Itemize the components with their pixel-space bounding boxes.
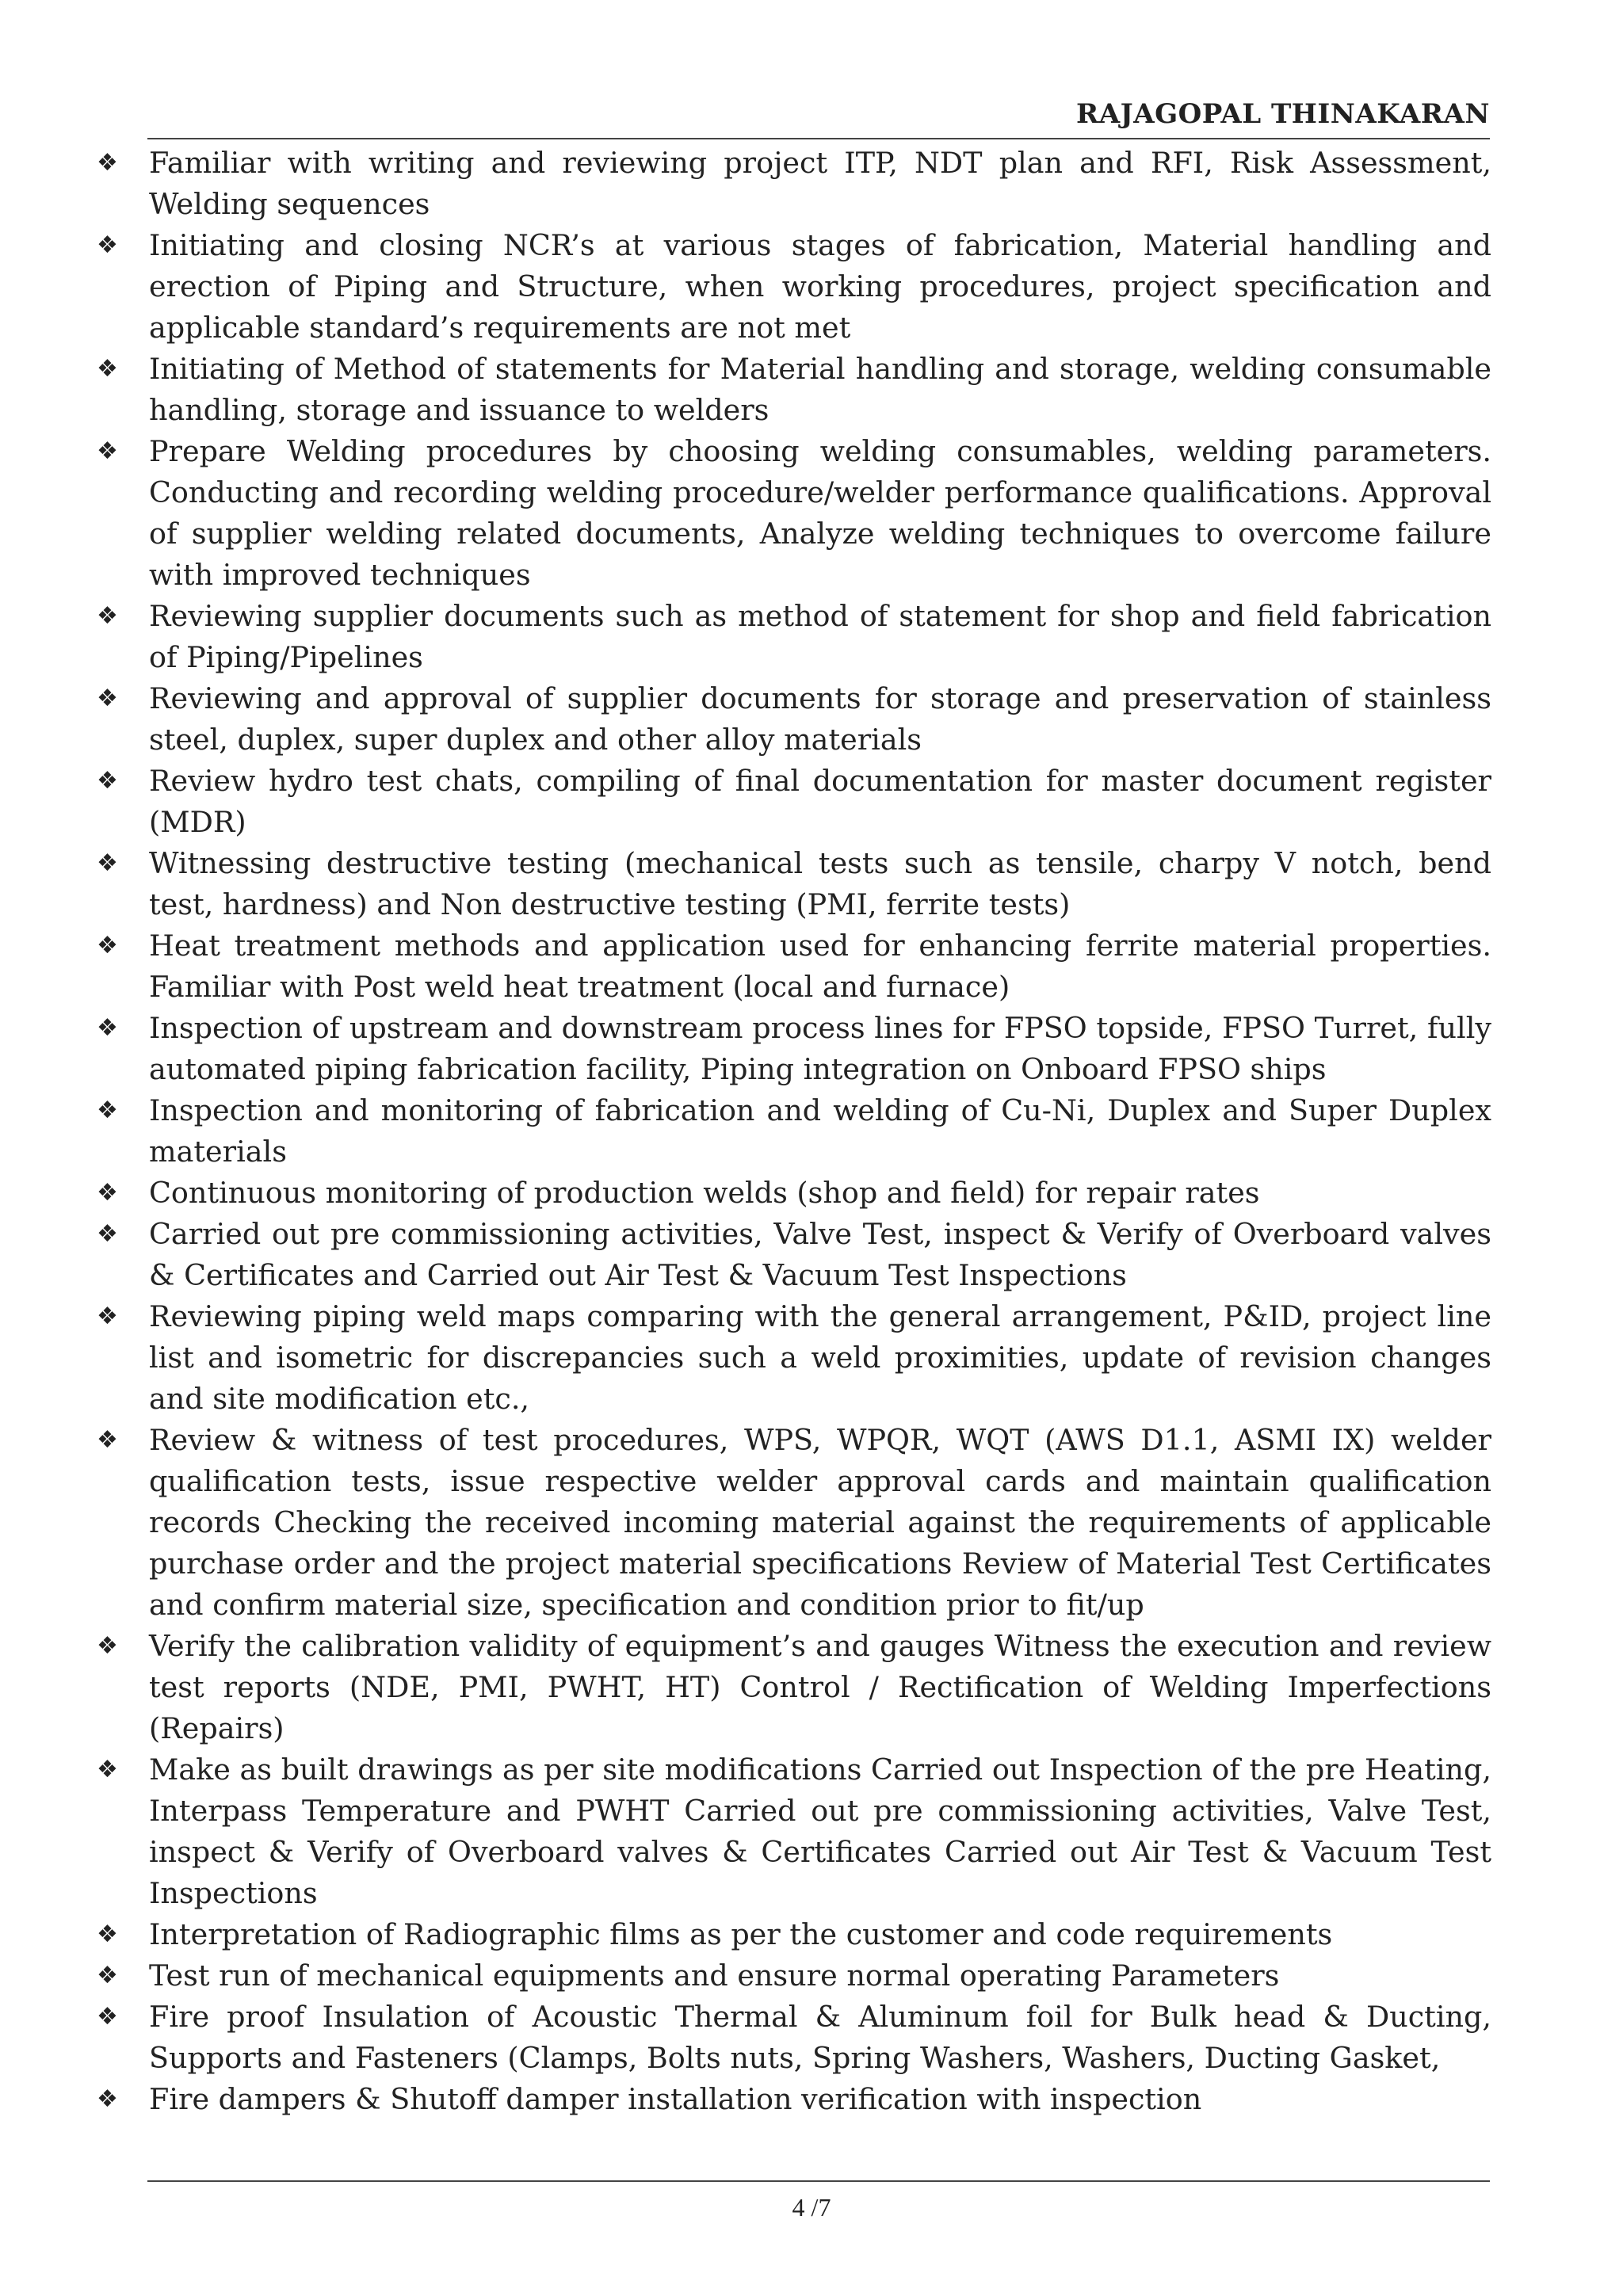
diamond-bullet-icon: ❖ bbox=[97, 932, 118, 959]
list-item-text: Prepare Welding procedures by choosing welding consumables, welding parameters. Conducting and recording welding procedure/welder performance qualifications. Approval of supplier welding related documents, Analyze welding techniques to overcome failure with improved techniques bbox=[149, 434, 1491, 592]
list-item bbox=[97, 1955, 1491, 1997]
diamond-bullet-icon: ❖ bbox=[97, 685, 118, 712]
diamond-bullet-icon: ❖ bbox=[97, 1302, 118, 1330]
list-item bbox=[97, 1296, 1491, 1420]
list-item bbox=[97, 431, 1491, 596]
responsibilities-list bbox=[97, 143, 1491, 2120]
list-item bbox=[97, 1914, 1491, 1955]
diamond-bullet-icon: ❖ bbox=[97, 149, 118, 177]
list-item bbox=[97, 1173, 1491, 1214]
list-item-text: Interpretation of Radiographic films as per the customer and code requirements bbox=[149, 1917, 1333, 1951]
diamond-bullet-icon: ❖ bbox=[97, 2085, 118, 2113]
list-item bbox=[97, 925, 1491, 1008]
list-item-text: Fire proof Insulation of Acoustic Thermal & Aluminum foil for Bulk head & Ducting, Supports and Fasteners (Clamps, Bolts nuts, Spring Washers, Washers, Ducting Gasket, bbox=[149, 2000, 1491, 2075]
list-item-text: Carried out pre commissioning activities, Valve Test, inspect & Verify of Overboard valves & Certificates and Carried out Air Test & Vacuum Test Inspections bbox=[149, 1217, 1491, 1292]
diamond-bullet-icon: ❖ bbox=[97, 767, 118, 795]
list-item-text: Initiating and closing NCR’s at various stages of fabrication, Material handling and erection of Piping and Structure, when working procedures, project specification and applicable standard’s requirements are not met bbox=[149, 228, 1491, 345]
list-item bbox=[97, 1749, 1491, 1914]
diamond-bullet-icon: ❖ bbox=[97, 2003, 118, 2031]
list-item-text: Reviewing piping weld maps comparing with the general arrangement, P&ID, project line list and isometric for discrepancies such a weld proximities, update of revision changes and site modification etc., bbox=[149, 1299, 1491, 1416]
list-item-text: Familiar with writing and reviewing project ITP, NDT plan and RFI, Risk Assessment, Welding sequences bbox=[149, 146, 1491, 221]
list-item bbox=[97, 1214, 1491, 1296]
diamond-bullet-icon: ❖ bbox=[97, 231, 118, 259]
diamond-bullet-icon: ❖ bbox=[97, 1920, 118, 1948]
list-item bbox=[97, 843, 1491, 925]
list-item-text: Review & witness of test procedures, WPS, WPQR, WQT (AWS D1.1, ASMI IX) welder qualification tests, issue respective welder approval cards and maintain qualification records Checking the received incoming material against the requirements of applicable purchase order and the project material specifications Review of Material Test Certificates and confirm material size, specification and condition prior to fit/up bbox=[149, 1423, 1491, 1622]
list-item-text: Reviewing supplier documents such as method of statement for shop and field fabrication of Piping/Pipelines bbox=[149, 599, 1491, 674]
diamond-bullet-icon: ❖ bbox=[97, 1097, 118, 1124]
diamond-bullet-icon: ❖ bbox=[97, 1756, 118, 1783]
list-item bbox=[97, 1008, 1491, 1090]
diamond-bullet-icon: ❖ bbox=[97, 1014, 118, 1042]
diamond-bullet-icon: ❖ bbox=[97, 849, 118, 877]
list-item bbox=[97, 2079, 1491, 2120]
list-item-text: Test run of mechanical equipments and ensure normal operating Parameters bbox=[149, 1958, 1280, 1993]
list-item bbox=[97, 1997, 1491, 2079]
list-item bbox=[97, 761, 1491, 843]
diamond-bullet-icon: ❖ bbox=[97, 1426, 118, 1454]
list-item-text: Verify the calibration validity of equipment’s and gauges Witness the execution and review test reports (NDE, PMI, PWHT, HT) Control / Rectification of Welding Imperfections (Repairs) bbox=[149, 1629, 1491, 1745]
list-item-text: Reviewing and approval of supplier documents for storage and preservation of stainless steel, duplex, super duplex and other alloy materials bbox=[149, 681, 1491, 757]
list-item-text: Initiating of Method of statements for Material handling and storage, welding consumable handling, storage and issuance to welders bbox=[149, 352, 1491, 427]
diamond-bullet-icon: ❖ bbox=[97, 1179, 118, 1207]
diamond-bullet-icon: ❖ bbox=[97, 1962, 118, 1989]
list-item bbox=[97, 596, 1491, 678]
page-number: 4 /7 bbox=[792, 2193, 831, 2222]
page-header bbox=[147, 93, 1490, 139]
list-item-text: Review hydro test chats, compiling of final documentation for master document register (MDR) bbox=[149, 764, 1491, 839]
diamond-bullet-icon: ❖ bbox=[97, 355, 118, 383]
list-item-text: Inspection of upstream and downstream process lines for FPSO topside, FPSO Turret, fully automated piping fabrication facility, Piping integration on Onboard FPSO ships bbox=[149, 1011, 1491, 1086]
list-item-text: Make as built drawings as per site modifications Carried out Inspection of the pre Heating, Interpass Temperature and PWHT Carried out pre commissioning activities, Valve Test, inspect & Verify of Overboard valves & Certificates Carried out Air Test & Vacuum Test Inspections bbox=[149, 1753, 1491, 1910]
list-item bbox=[97, 1420, 1491, 1626]
diamond-bullet-icon: ❖ bbox=[97, 1632, 118, 1660]
list-item bbox=[97, 1090, 1491, 1173]
list-item bbox=[97, 1626, 1491, 1749]
diamond-bullet-icon: ❖ bbox=[97, 437, 118, 465]
list-item bbox=[97, 143, 1491, 225]
author-name: RAJAGOPAL THINAKARAN bbox=[1075, 98, 1490, 130]
list-item-text: Continuous monitoring of production welds (shop and field) for repair rates bbox=[149, 1176, 1260, 1210]
list-item-text: Inspection and monitoring of fabrication and welding of Cu-Ni, Duplex and Super Duplex materials bbox=[149, 1093, 1491, 1169]
diamond-bullet-icon: ❖ bbox=[97, 602, 118, 630]
list-item-text: Heat treatment methods and application used for enhancing ferrite material properties. Familiar with Post weld heat treatment (local and furnace) bbox=[149, 929, 1491, 1004]
diamond-bullet-icon: ❖ bbox=[97, 1220, 118, 1248]
list-item bbox=[97, 349, 1491, 431]
list-item bbox=[97, 678, 1491, 761]
footer-divider bbox=[147, 2180, 1490, 2182]
list-item-text: Fire dampers & Shutoff damper installation verification with inspection bbox=[149, 2082, 1202, 2116]
list-item bbox=[97, 225, 1491, 349]
list-item-text: Witnessing destructive testing (mechanical tests such as tensile, charpy V notch, bend test, hardness) and Non destructive testing (PMI, ferrite tests) bbox=[149, 846, 1491, 921]
